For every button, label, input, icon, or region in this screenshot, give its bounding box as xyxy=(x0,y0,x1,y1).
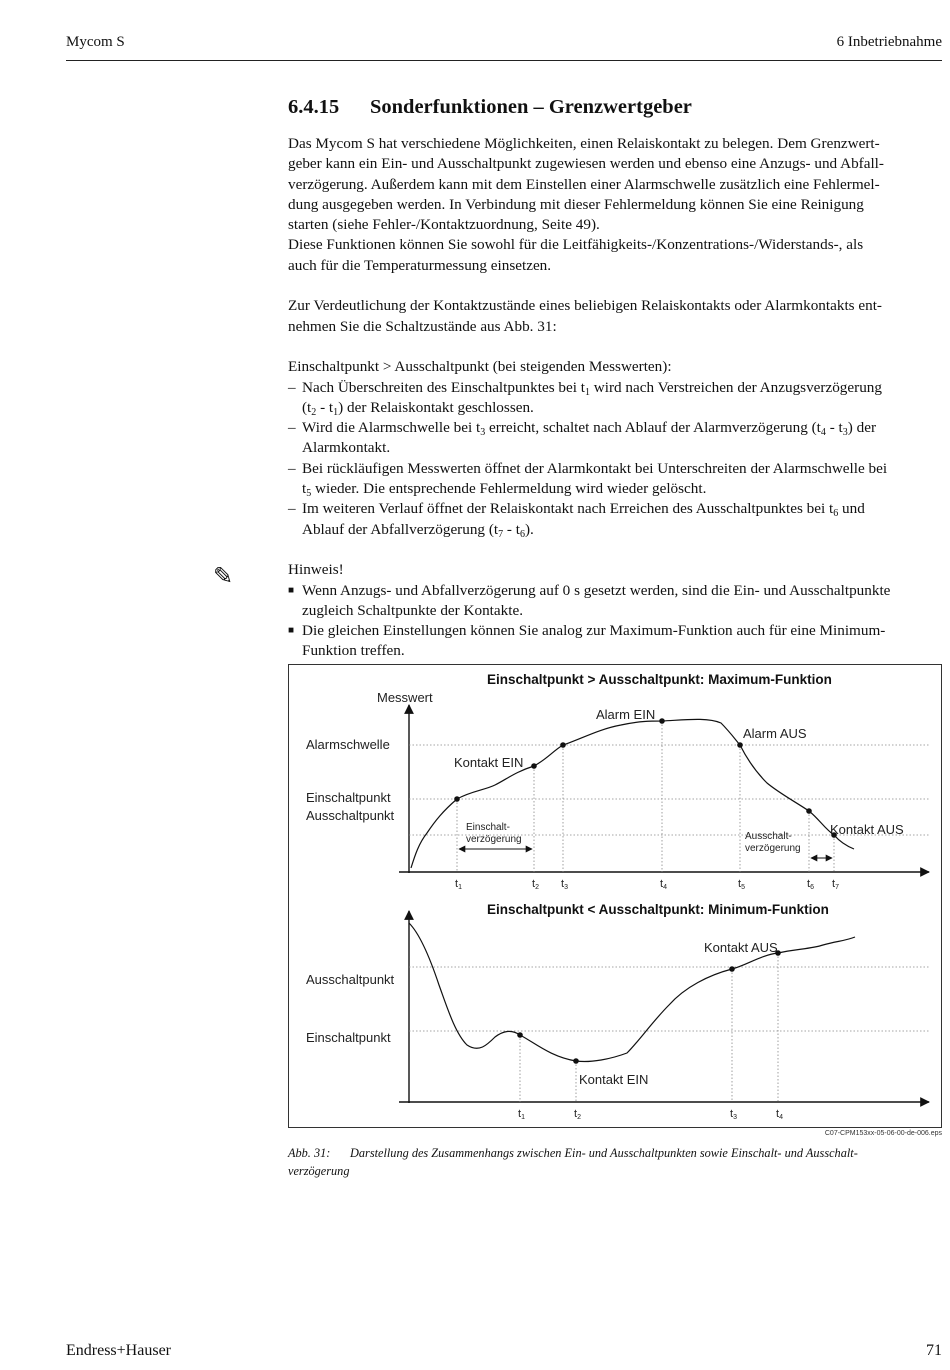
pencil-icon: ✎ xyxy=(213,562,234,590)
max-tick-t3: t3 xyxy=(561,878,568,891)
intro-line-5: starten (siehe Fehler-/Kontaktzuordnung, Seite 49). xyxy=(288,216,600,234)
header-chapter: 6 Inbetriebnahme xyxy=(836,34,942,50)
para2-line-2: nehmen Sie die Schaltzustände aus Abb. 31: xyxy=(288,317,557,335)
max-delay-on-label-1: Einschalt- xyxy=(466,822,510,833)
max-y-axis-label: Messwert xyxy=(377,690,433,705)
section-title-text: Sonderfunktionen – Grenzwertgeber xyxy=(370,96,692,118)
max-kontakt-aus-label: Kontakt AUS xyxy=(830,822,904,837)
max-tick-labels xyxy=(455,878,839,891)
max-chart-title: Einschaltpunkt > Ausschaltpunkt: Maximum-Funktion xyxy=(487,672,832,687)
caption-text: Darstellung des Zusammenhangs zwischen Ein- und Ausschaltpunkten sowie Einschalt- und Ausschalt- xyxy=(350,1146,858,1160)
figure-31 xyxy=(288,664,942,1128)
intro-line-4: dung ausgegeben werden. In Verbindung mit dieser Fehlermeldung können Sie eine Reinigung xyxy=(288,195,864,213)
caption-label: Abb. 31: xyxy=(288,1146,331,1160)
intro-line-2: geber kann ein Ein- und Ausschaltpunkt zugewiesen werden und ebenso eine Anzugs- und Abfall- xyxy=(288,155,884,173)
min-curve xyxy=(409,923,855,1062)
max-alarm-aus-label: Alarm AUS xyxy=(743,726,807,741)
caption-text-2: verzögerung xyxy=(288,1164,350,1178)
note-item: ■ Die gleichen Einstellungen können Sie analog zur Maximum-Funktion auch für eine Minimum- Funktion treffen. xyxy=(288,621,940,662)
max-level-alarm-label: Alarmschwelle xyxy=(306,737,390,752)
header-rule xyxy=(66,60,942,61)
intro-line-3: verzögerung. Außerdem kann mit dem Einstellen einer Alarmschwelle zusätzlich eine Fehlermel- xyxy=(288,175,880,193)
max-kontakt-ein-label: Kontakt EIN xyxy=(454,755,524,770)
min-tick-t4: t4 xyxy=(776,1108,783,1121)
max-tick-t5: t5 xyxy=(738,878,745,891)
figure-code: C07-CPM153xx-05-06-00-de-006.eps xyxy=(824,1130,942,1137)
para2-line-1: Zur Verdeutlichung der Kontaktzustände eines beliebigen Relaiskontakts oder Alarmkontakts ent- xyxy=(288,297,882,315)
max-tick-t4: t4 xyxy=(660,878,667,891)
footer-company: Endress+Hauser xyxy=(66,1342,171,1359)
max-tick-t7: t7 xyxy=(832,878,839,891)
section-number: 6.4.15 xyxy=(288,96,340,118)
intro-line-1: Das Mycom S hat verschiedene Möglichkeiten, einen Relaiskontakt zu belegen. Dem Grenzwert- xyxy=(288,135,880,152)
list-heading: Einschaltpunkt > Ausschaltpunkt (bei steigenden Messwerten): xyxy=(288,358,672,376)
max-tick-t6: t6 xyxy=(807,878,814,891)
list-item: – Wird die Alarmschwelle bei $t_3$ erreicht, schaltet nach Ablauf der Alarmverzögerung $(t_4 - t_3)$ der Alarmkontakt. xyxy=(288,418,940,459)
min-chart-title: Einschaltpunkt < Ausschaltpunkt: Minimum-Funktion xyxy=(487,902,829,917)
min-kontakt-ein-label: Kontakt EIN xyxy=(579,1072,649,1087)
body-text xyxy=(288,134,940,662)
max-level-off-label: Ausschaltpunkt xyxy=(306,808,395,823)
max-tick-t1: t1 xyxy=(455,878,462,891)
min-kontakt-aus-label: Kontakt AUS xyxy=(704,940,778,955)
intro-line-6: Diese Funktionen können Sie sowohl für die Leitfähigkeits-/Konzentrations-/Widerstands-, als xyxy=(288,236,864,254)
min-tick-t3: t3 xyxy=(730,1108,737,1121)
list-item: – Nach Überschreiten des Einschaltpunktes bei $t_1$ wird nach Verstreichen der Anzugsverzögerung $(t_2 - t_1)$ der Relaiskontakt geschlossen. xyxy=(288,378,940,419)
note-item: ■ Wenn Anzugs- und Abfallverzögerung auf 0 s gesetzt werden, sind die Ein- und Ausschaltpunkte zugleich Schaltpunkte der Kontakte. xyxy=(288,581,940,622)
max-delay-on-label-2: verzögerung xyxy=(466,834,522,845)
max-delay-off-label-1: Ausschalt- xyxy=(745,831,792,842)
min-tick-t2: t2 xyxy=(574,1108,581,1121)
list-item: – Bei rückläufigen Messwerten öffnet der Alarmkontakt bei Unterschreiten der Alarmschwelle bei $t_5$ wieder. Die entsprechende Fehlermeldung wird wieder gelöscht. xyxy=(288,459,940,500)
max-level-on-label: Einschaltpunkt xyxy=(306,790,391,805)
min-level-off-label: Ausschaltpunkt xyxy=(306,972,395,987)
header-product: Mycom S xyxy=(66,34,125,50)
max-tick-t2: t2 xyxy=(532,878,539,891)
min-tick-labels xyxy=(518,1108,783,1121)
page-number: 71 xyxy=(926,1342,942,1359)
max-delay-off-label-2: verzögerung xyxy=(745,843,801,854)
section-title xyxy=(288,96,692,119)
min-tick-t1: t1 xyxy=(518,1108,525,1121)
max-alarm-ein-label: Alarm EIN xyxy=(596,707,656,722)
min-level-on-label: Einschaltpunkt xyxy=(306,1030,391,1045)
figure-caption xyxy=(288,1144,928,1180)
intro-line-7: auch für die Temperaturmessung einsetzen. xyxy=(288,256,552,274)
list-item: – Im weiteren Verlauf öffnet der Relaiskontakt nach Erreichen des Ausschaltpunktes bei $t_6$ und Ablauf der Abfallverzögerung $(t_7 - t_6)$. xyxy=(288,499,940,540)
note-title: Hinweis! xyxy=(288,561,344,579)
